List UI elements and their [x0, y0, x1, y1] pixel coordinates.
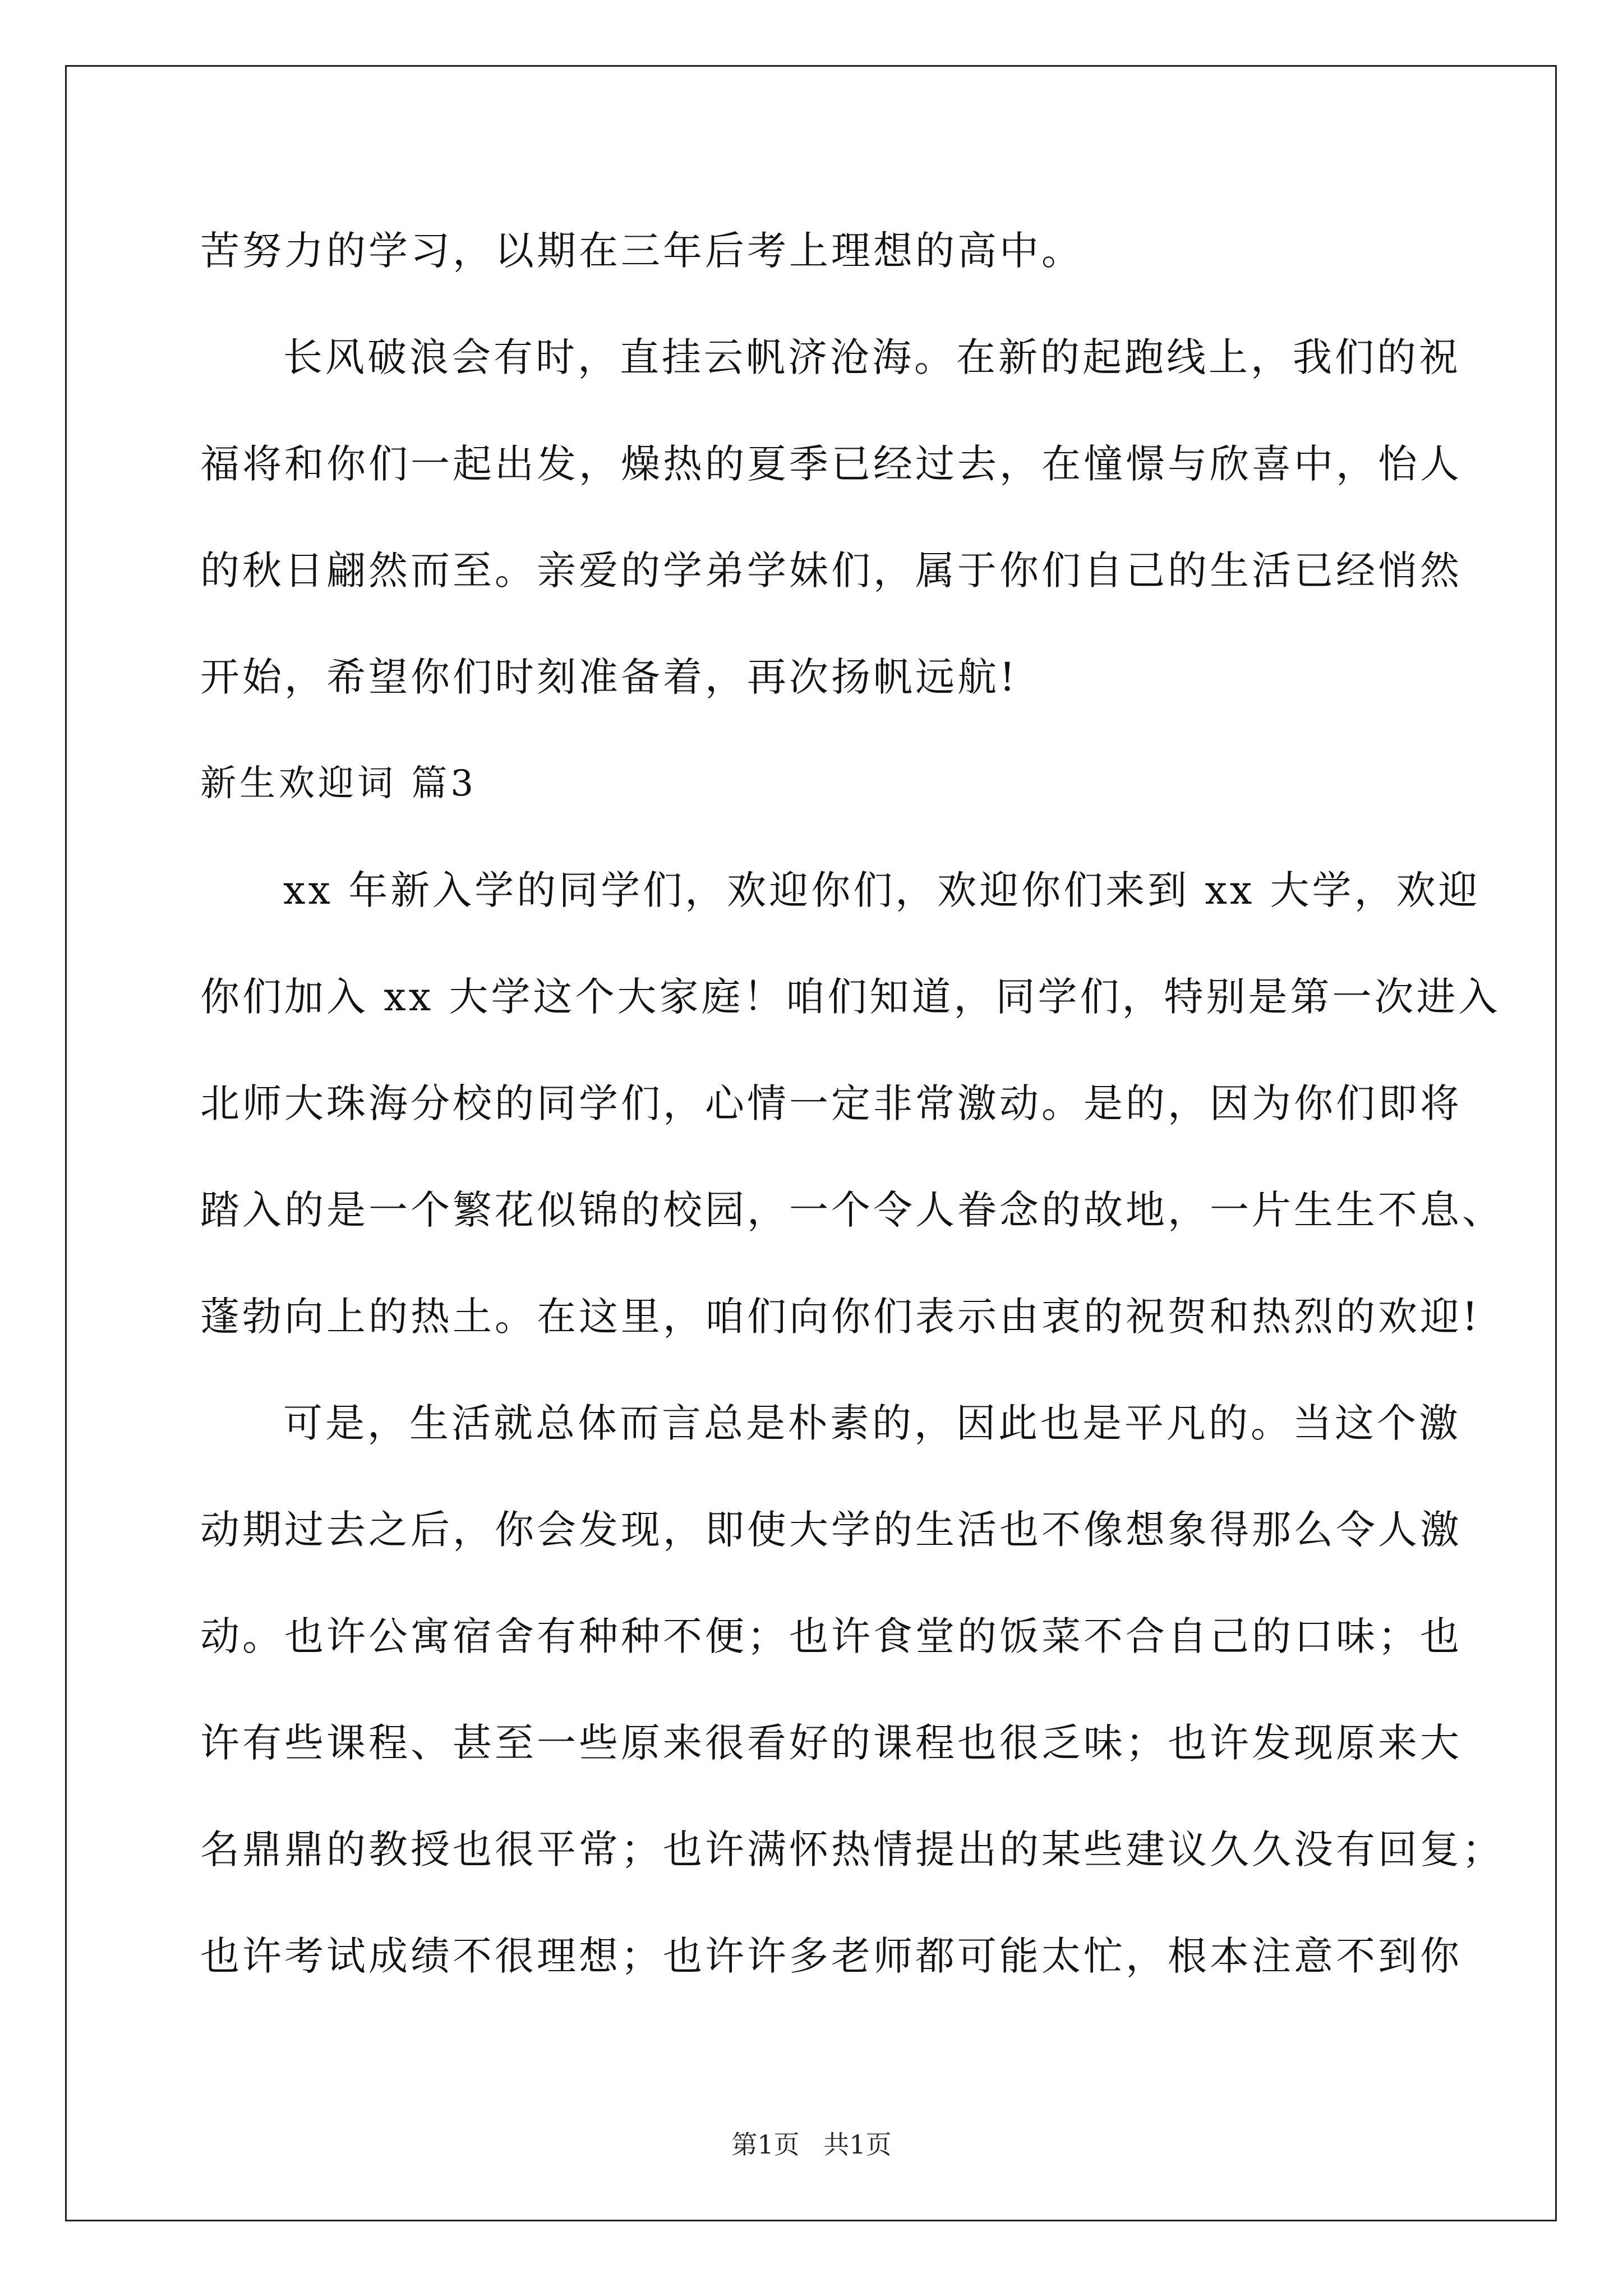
continuation-line: 苦努力的学习，以期在三年后考上理想的高中。 [200, 228, 1083, 274]
paragraph-3-line-2: 动期过去之后，你会发现，即使大学的生活也不像想象得那么令人激 [200, 1507, 1462, 1553]
paragraph-1-line-1: 长风破浪会有时，直挂云帆济沧海。在新的起跑线上，我们的祝 [283, 334, 1461, 380]
paragraph-2-line-2: 你们加入 xx 大学这个大家庭！咱们知道，同学们，特别是第一次进入 [200, 974, 1501, 1020]
paragraph-1-line-3: 的秋日翩然而至。亲爱的学弟学妹们，属于你们自己的生活已经悄然 [200, 547, 1462, 593]
page-footer [0, 2128, 1623, 2161]
paragraph-3-line-4: 许有些课程、甚至一些原来很看好的课程也很乏味；也许发现原来大 [200, 1720, 1462, 1766]
section-heading: 新生欢迎词 篇3 [200, 763, 477, 804]
paragraph-2-line-1: xx 年新入学的同学们，欢迎你们，欢迎你们来到 xx 大学，欢迎 [283, 867, 1481, 913]
paragraph-1-line-2: 福将和你们一起出发，燥热的夏季已经过去，在憧憬与欣喜中，怡人 [200, 441, 1462, 487]
paragraph-2-line-5: 蓬勃向上的热土。在这里，咱们向你们表示由衷的祝贺和热烈的欢迎! [200, 1294, 1481, 1340]
page-total: 共1页 [823, 2129, 892, 2160]
page-number: 第1页 [731, 2129, 800, 2160]
paragraph-3-line-3: 动。也许公寓宿舍有种种不便；也许食堂的饭菜不合自己的口味；也 [200, 1613, 1462, 1659]
page-border [65, 65, 1557, 2221]
paragraph-3-line-1: 可是，生活就总体而言总是朴素的，因此也是平凡的。当这个激 [283, 1400, 1461, 1446]
paragraph-1-line-4: 开始，希望你们时刻准备着，再次扬帆远航! [200, 654, 1018, 700]
paragraph-2-line-4: 踏入的是一个繁花似锦的校园，一个令人眷念的故地，一片生生不息、 [200, 1187, 1504, 1233]
paragraph-3-line-6: 也许考试成绩不很理想；也许许多老师都可能太忙，根本注意不到你 [200, 1933, 1462, 1979]
paragraph-3-line-5: 名鼎鼎的教授也很平常；也许满怀热情提出的某些建议久久没有回复； [200, 1826, 1504, 1872]
paragraph-2-line-3: 北师大珠海分校的同学们，心情一定非常激动。是的，因为你们即将 [200, 1080, 1462, 1126]
